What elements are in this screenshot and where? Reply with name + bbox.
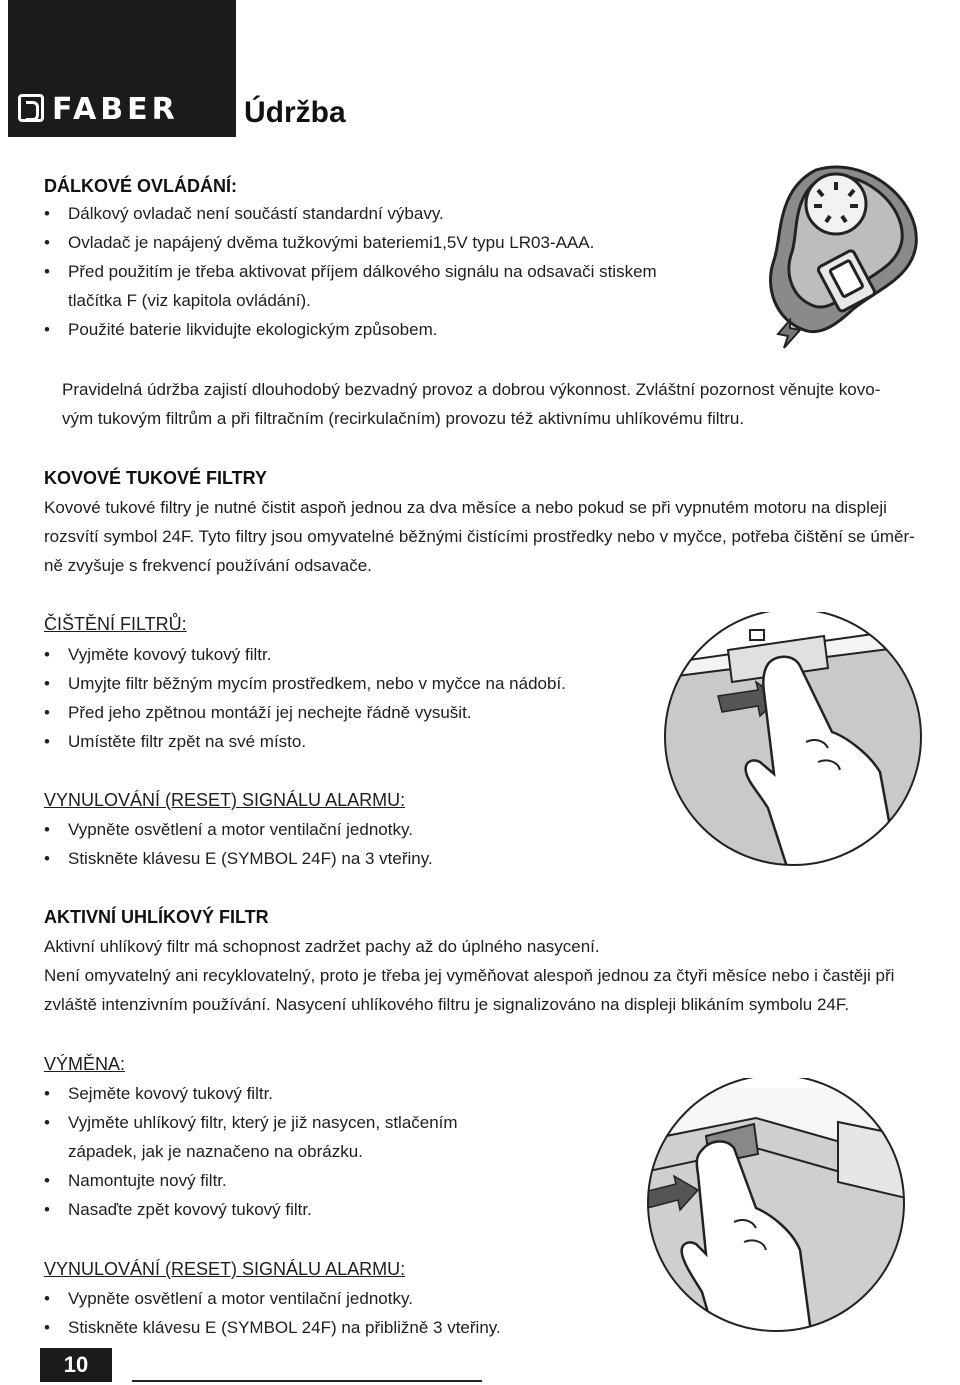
faber-logo-mark-icon [18, 94, 44, 122]
carbon-heading: AKTIVNÍ UHLÍKOVÝ FILTR [44, 907, 269, 927]
list-item: • Použité baterie likvidujte ekologickým způsobem. [44, 315, 657, 344]
metal-filters-line-1: Kovové tukové filtry je nutné čistit aspoň jednou za dva měsíce a nebo pokud se při vypnutém motoru na displeji [44, 498, 887, 517]
page-title: Údržba [244, 96, 346, 129]
list-item: • Dálkový ovladač není součástí standardní výbavy. [44, 199, 657, 228]
list-item: • Ovladač je napájený dvěma tužkovými bateriemi1,5V typu LR03-AAA. [44, 228, 657, 257]
list-item: • Umyjte filtr běžným mycím prostředkem, nebo v myčce na nádobí. [44, 669, 566, 698]
list-item: • Vyjměte uhlíkový filtr, který je již nasycen, stlačením [44, 1108, 458, 1137]
page-number: 10 [40, 1348, 112, 1382]
reset-1-list [44, 815, 433, 873]
list-item-continuation: západek, jak je naznačeno na obrázku. [68, 1142, 363, 1161]
list-item: • Stiskněte klávesu E (SYMBOL 24F) na 3 vteřiny. [44, 844, 433, 873]
list-item: • Sejměte kovový tukový filtr. [44, 1079, 458, 1108]
list-item: • Před jeho zpětnou montáží jej nechejte řádně vysušit. [44, 698, 566, 727]
carbon-filter-removal-illustration [606, 1078, 932, 1340]
reset-2-list [44, 1284, 501, 1342]
list-item: • Vypněte osvětlení a motor ventilační jednotky. [44, 1284, 501, 1313]
carbon-line-1: Aktivní uhlíkový filtr má schopnost zadržet pachy až do úplného nasycení. [44, 937, 600, 956]
carbon-line-2: Není omyvatelný ani recyklovatelný, proto je třeba jej vyměňovat alespoň jednou za čtyři měsíce nebo i častěji při [44, 966, 895, 985]
list-item: • Vyjměte kovový tukový filtr. [44, 640, 566, 669]
cleaning-heading: ČIŠTĚNÍ FILTRŮ: [44, 614, 187, 634]
replace-heading: VÝMĚNA: [44, 1054, 126, 1074]
carbon-line-3: zvláště intenzivním používání. Nasycení uhlíkového filtru je signalizováno na displeji blikáním symbolu 24F. [44, 995, 850, 1014]
metal-filters-line-2: rozsvítí symbol 24F. Tyto filtry jsou omyvatelné běžnými čistícími prostředky nebo v myčce, potřeba čištění se úměr- [44, 527, 915, 546]
list-item: • Stiskněte klávesu E (SYMBOL 24F) na přibližně 3 vteřiny. [44, 1313, 501, 1342]
list-item: • Umístěte filtr zpět na své místo. [44, 727, 566, 756]
replace-list [44, 1079, 458, 1224]
metal-filters-heading: KOVOVÉ TUKOVÉ FILTRY [44, 468, 268, 488]
remote-heading: DÁLKOVÉ OVLÁDÁNÍ: [44, 176, 237, 196]
reset-1-heading: VYNULOVÁNÍ (RESET) SIGNÁLU ALARMU: [44, 790, 406, 810]
list-item: • Nasaďte zpět kovový tukový filtr. [44, 1195, 458, 1224]
reset-2-heading: VYNULOVÁNÍ (RESET) SIGNÁLU ALARMU: [44, 1259, 406, 1279]
metal-filters-line-3: ně zvyšuje s frekvencí používání odsavače. [44, 556, 372, 575]
brand-logo [8, 0, 236, 137]
intro-line-2: vým tukovým filtrům a při filtračním (recirkulačním) provozu též aktivnímu uhlíkovému filtru. [62, 409, 745, 428]
brand-name: FABER [52, 92, 179, 127]
list-item: • Namontujte nový filtr. [44, 1166, 458, 1195]
intro-line-1: Pravidelná údržba zajistí dlouhodobý bezvadný provoz a dobrou výkonnost. Zvláštní pozornost věnujte kovo- [62, 380, 881, 399]
list-item-continuation: tlačítka F (viz kapitola ovládání). [68, 291, 311, 310]
list-item: • Vypněte osvětlení a motor ventilační jednotky. [44, 815, 433, 844]
remote-control-illustration [756, 160, 924, 352]
grease-filter-removal-illustration [618, 612, 944, 870]
cleaning-list [44, 640, 566, 756]
list-item: • Před použitím je třeba aktivovat příjem dálkového signálu na odsavači stiskem [44, 257, 657, 286]
footer-divider [132, 1380, 482, 1382]
remote-list [44, 199, 657, 344]
